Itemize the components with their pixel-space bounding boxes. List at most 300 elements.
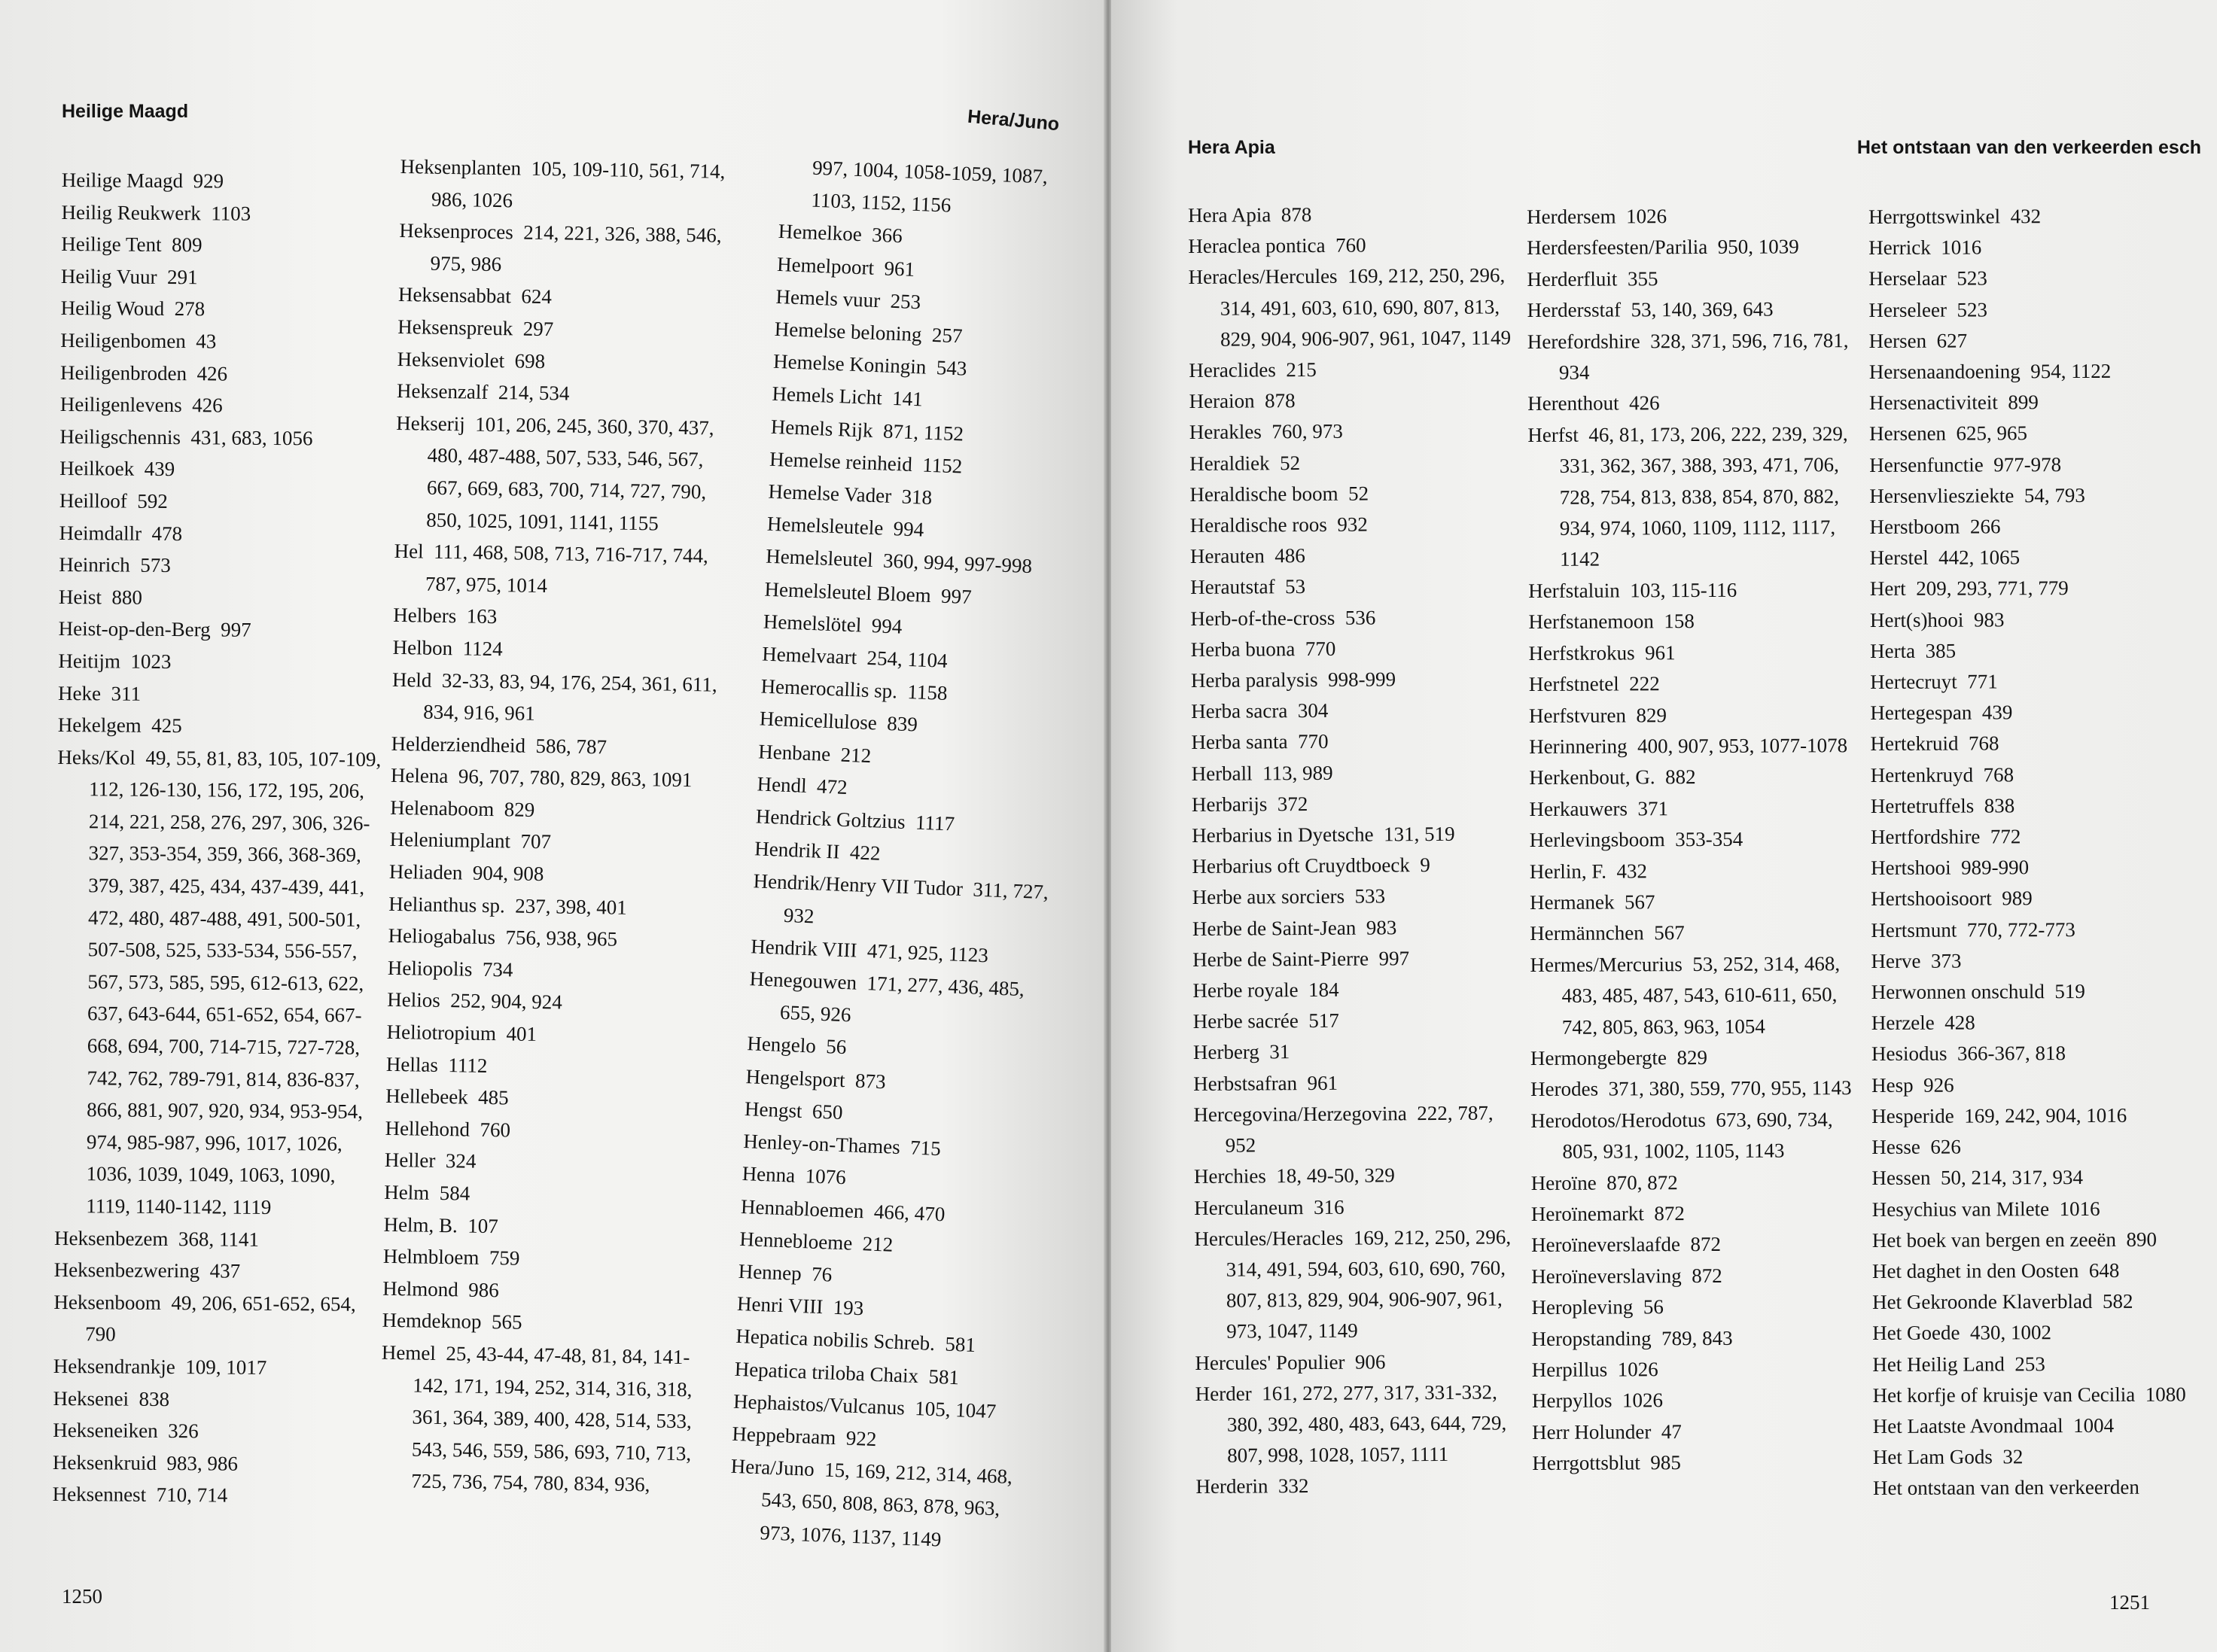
page-refs: 929: [193, 169, 224, 193]
index-entry: [1192, 850, 1523, 883]
index-term: Heksenzalf: [396, 379, 489, 404]
index-entry: [59, 485, 383, 519]
index-entry: [398, 214, 738, 284]
index-entry: [1192, 818, 1523, 851]
index-term: Heraldische roos: [1189, 513, 1327, 537]
page-refs: 961: [884, 256, 915, 281]
page-refs: 43: [196, 330, 217, 353]
index-entry: [1189, 260, 1521, 355]
index-term: Hemelvaart: [761, 642, 857, 669]
page-refs: 870, 872: [1606, 1170, 1678, 1194]
index-entry: [1870, 604, 2209, 636]
index-term: Hertegespan: [1870, 701, 1972, 725]
page-refs: 961: [1307, 1071, 1338, 1094]
index-entry: [1191, 663, 1522, 696]
index-entry: [53, 1350, 377, 1385]
index-entry: [54, 1222, 378, 1257]
index-entry: [1871, 914, 2209, 946]
page-refs: 107: [467, 1214, 499, 1237]
index-term: Heilloof: [59, 488, 127, 513]
index-term: Helianthus sp.: [388, 892, 505, 917]
index-entry: [387, 984, 726, 1021]
page-refs: 715: [909, 1136, 942, 1161]
page-refs: 878: [1281, 202, 1312, 227]
index-term: Heksenei: [53, 1386, 129, 1410]
index-term: Herbe de Saint-Pierre: [1192, 947, 1369, 971]
index-entry: [1528, 605, 1859, 637]
index-entry: [1192, 787, 1523, 820]
index-term: Hemels Licht: [772, 382, 883, 409]
page-refs: 673, 690, 734, 805, 931, 1002, 1105, 1143: [1562, 1108, 1833, 1163]
page-refs: 997: [1378, 947, 1410, 970]
page-refs: 1016: [2059, 1197, 2100, 1220]
index-entry: [388, 952, 727, 990]
index-entry: [1529, 668, 1860, 700]
index-term: Herfstnetel: [1528, 672, 1619, 696]
index-term: Hera Apia: [1188, 203, 1271, 227]
page-refs: 56: [1643, 1295, 1664, 1319]
index-entry: [1868, 263, 2207, 295]
index-entry: [61, 292, 385, 327]
page-refs: 1026: [1622, 1389, 1664, 1412]
index-entry: [60, 357, 384, 391]
index-entry: [1873, 1441, 2212, 1474]
index-term: Herfstaluin: [1528, 579, 1620, 602]
index-term: Hemelslötel: [763, 610, 862, 637]
index-term: Hemel: [381, 1340, 437, 1364]
index-term: Heliotropium: [386, 1020, 497, 1045]
page-refs: 983, 986: [166, 1451, 239, 1475]
page-refs: 113, 989: [1262, 761, 1333, 785]
page-refs: 212: [840, 743, 872, 767]
page-number: 1251: [2109, 1591, 2150, 1614]
index-entry: [1190, 540, 1521, 573]
index-term: Herba paralysis: [1190, 668, 1318, 692]
index-term: Hengelsport: [745, 1064, 846, 1091]
index-entry: [58, 709, 382, 744]
index-term: Herba santa: [1191, 730, 1288, 754]
page-refs: 954, 1122: [2030, 359, 2112, 383]
index-term: Het Lam Gods: [1872, 1445, 1993, 1469]
index-entry: [1527, 418, 1859, 576]
index-entry: [1872, 1286, 2211, 1319]
page-refs: 985: [1650, 1451, 1681, 1474]
page-refs: 586, 787: [535, 734, 608, 759]
index-entry: [383, 1240, 723, 1278]
index-entry: [1871, 1131, 2210, 1164]
page-refs: 432: [1616, 859, 1648, 883]
page-refs: 625, 965: [1956, 421, 2028, 446]
page-refs: 592: [137, 489, 168, 513]
index-term: Hercules' Populier: [1195, 1350, 1345, 1374]
index-term: Hert(s)hooi: [1869, 608, 1964, 631]
index-term: Het daghet in den Oosten: [1871, 1258, 2079, 1282]
index-entry: [53, 1478, 376, 1513]
index-entry: [53, 1383, 376, 1417]
index-term: Heiligschennis: [59, 424, 181, 449]
page-refs: 486: [1274, 544, 1305, 567]
index-term: Hemelsleutel: [765, 545, 874, 572]
page-refs: 770, 772-773: [1966, 917, 2075, 942]
index-term: Herderin: [1195, 1474, 1268, 1498]
index-entry: [1869, 418, 2208, 450]
page-refs: 53: [1285, 575, 1306, 598]
page-refs: 904, 908: [472, 861, 544, 886]
page-refs: 437: [209, 1259, 241, 1282]
index-entry: [1872, 1224, 2211, 1256]
page-refs: 873: [854, 1069, 887, 1093]
page-refs: 253: [2014, 1352, 2045, 1375]
index-term: Herwonnen onschuld: [1871, 980, 2045, 1004]
page-refs: 983: [1973, 608, 2005, 631]
index-entry: [1870, 634, 2209, 667]
index-term: Heilig Vuur: [60, 264, 157, 288]
index-entry: [1870, 665, 2209, 698]
index-entry: [1529, 699, 1860, 732]
index-entry: [1871, 1069, 2210, 1101]
page-refs: 431, 683, 1056: [190, 425, 313, 450]
index-entry: [61, 196, 385, 231]
index-term: Herodes: [1530, 1077, 1599, 1101]
page-refs: 756, 938, 965: [505, 926, 618, 951]
index-entry: [393, 599, 732, 637]
page-refs: 770: [1305, 637, 1336, 660]
index-entry: [53, 1447, 376, 1481]
page-refs: 426: [196, 361, 228, 385]
page-refs: 372: [1277, 792, 1308, 816]
index-entry: [384, 1176, 723, 1214]
page-refs: 922: [845, 1426, 877, 1451]
index-entry: [1871, 1162, 2210, 1194]
page-refs: 304: [1297, 699, 1329, 723]
page-refs: 626: [1930, 1135, 1961, 1158]
index-column: [728, 151, 1090, 1559]
index-entry: [1869, 510, 2208, 543]
index-entry: [1870, 697, 2209, 729]
index-term: Herefordshire: [1527, 329, 1640, 353]
page-refs: 584: [439, 1181, 471, 1205]
index-entry: [1527, 231, 1858, 263]
index-entry: [388, 888, 728, 926]
index-entry: [398, 278, 738, 316]
page-refs: 519: [2054, 980, 2085, 1003]
page-refs: 432: [2010, 205, 2042, 228]
page-refs: 326: [168, 1419, 199, 1443]
index-term: Hersenen: [1869, 422, 1947, 446]
page-refs: 169, 212, 250, 296, 314, 491, 603, 610, 690, 807, 813, 829, 904, 906-907, 961, 1047, 1149: [1220, 263, 1512, 351]
page-refs: 171, 277, 436, 485, 655, 926: [779, 972, 1025, 1027]
index-entry: [1871, 852, 2209, 884]
page-refs: 994: [871, 613, 903, 638]
index-term: Heksenbezwering: [53, 1258, 200, 1282]
index-term: Herstel: [1869, 546, 1929, 570]
page-refs: 193: [833, 1295, 864, 1320]
running-head-left: Hera Apia: [1188, 137, 1275, 158]
index-term: Herrgottsblut: [1532, 1451, 1640, 1475]
index-entry: [1532, 1416, 1863, 1448]
index-term: Herfst: [1527, 423, 1579, 446]
page-refs: 222: [1629, 672, 1660, 695]
index-term: Herbe de Saint-Jean: [1192, 916, 1357, 940]
page-refs: 1026: [1617, 1358, 1658, 1381]
page-refs: 439: [1981, 701, 2013, 724]
index-term: Hemels vuur: [775, 284, 881, 312]
index-term: Hertshooisoort: [1871, 887, 1992, 911]
index-entry: [1527, 325, 1859, 389]
index-entry: [1188, 198, 1519, 231]
index-term: Hessen: [1871, 1167, 1931, 1190]
page-refs: 1026: [1625, 205, 1667, 228]
index-term: Heraclides: [1189, 358, 1276, 382]
index-term: Heist-op-den-Berg: [58, 617, 211, 641]
index-entry: [1195, 1470, 1527, 1503]
page-refs: 50, 214, 317, 934: [1940, 1166, 2084, 1189]
index-entry: [59, 549, 382, 583]
index-term: Heksenplanten: [400, 154, 522, 180]
page-refs: 485: [477, 1085, 509, 1109]
index-term: Herauten: [1189, 544, 1265, 568]
index-term: Het Laatste Avondmaal: [1872, 1414, 2063, 1438]
index-term: Heksenbezem: [53, 1226, 169, 1250]
page-refs: 710, 714: [156, 1483, 228, 1507]
page-refs: 332: [1278, 1474, 1309, 1498]
index-term: Herbe royale: [1192, 978, 1299, 1002]
index-term: Hendrik/Henry VII Tudor: [753, 869, 964, 901]
page-refs: 926: [1923, 1073, 1954, 1097]
index-entry: [1531, 1260, 1862, 1292]
index-entry: [1190, 570, 1521, 604]
page-refs: 49, 206, 651-652, 654, 790: [85, 1291, 356, 1346]
index-entry: [59, 517, 382, 552]
page-refs: 316: [1314, 1195, 1345, 1218]
index-column: [53, 164, 385, 1513]
index-term: Het Gekroonde Klaverblad: [1872, 1290, 2093, 1314]
index-term: Herr Holunder: [1532, 1420, 1652, 1444]
index-term: Hemdeknop: [382, 1309, 482, 1334]
page-refs: 56: [825, 1035, 847, 1059]
index-entry: [61, 228, 385, 263]
page-refs: 131, 519: [1383, 822, 1455, 846]
index-term: Heraldiek: [1189, 451, 1270, 475]
page-refs: 105, 1047: [914, 1396, 997, 1422]
page-refs: 567: [1624, 890, 1655, 914]
index-entry: [1871, 789, 2209, 822]
index-term: Hennep: [738, 1259, 802, 1285]
index-entry: [1189, 446, 1521, 479]
index-entry: [388, 920, 727, 957]
index-entry: [1527, 263, 1858, 295]
index-term: Hermongebergte: [1530, 1046, 1667, 1069]
index-term: Hellehond: [385, 1116, 471, 1141]
index-entry: [58, 645, 382, 680]
index-entry: [397, 311, 737, 348]
index-entry: [1873, 1472, 2212, 1504]
index-term: Heksenspreuk: [397, 315, 513, 340]
index-term: Helm, B.: [383, 1212, 458, 1237]
page-refs: 789, 843: [1661, 1326, 1733, 1349]
page-refs: 214, 534: [498, 381, 570, 405]
index-term: Hemelkoe: [778, 220, 863, 246]
page-refs: 573: [140, 553, 171, 577]
page-refs: 400, 907, 953, 1077-1078: [1637, 734, 1848, 758]
index-term: Herodotos/Herodotus: [1530, 1108, 1706, 1132]
page-refs: 1158: [906, 680, 949, 705]
index-term: Herseleer: [1868, 298, 1947, 321]
index-term: Heilig Reukwerk: [61, 200, 201, 224]
index-entry: [1192, 756, 1523, 789]
index-entry: [1527, 388, 1859, 420]
page-refs: 111, 468, 508, 713, 716-717, 744, 787, 975, 1014: [425, 540, 709, 597]
page-refs: 366-367, 818: [1957, 1042, 2066, 1066]
index-term: Herberg: [1192, 1040, 1259, 1064]
page-refs: 838: [1984, 794, 2015, 817]
page-refs: 169, 212, 250, 296, 314, 491, 594, 603, 610, 690, 760, 807, 813, 829, 904, 906-907, 961, 973, 1047, 1149: [1226, 1225, 1512, 1343]
index-term: Heksendrankje: [53, 1354, 175, 1379]
page-refs: 989: [2002, 887, 2033, 910]
index-term: Herrick: [1868, 236, 1931, 260]
index-entry: [397, 343, 736, 381]
index-entry: [59, 421, 383, 455]
index-term: Heleniumplant: [389, 828, 511, 853]
page-refs: 466, 470: [873, 1200, 946, 1225]
index-term: Heksenboom: [53, 1290, 162, 1314]
index-term: Henri VIII: [736, 1291, 824, 1319]
index-entry: [391, 663, 731, 732]
index-term: Het Goede: [1872, 1321, 1960, 1345]
index-entry: [1531, 1167, 1862, 1199]
index-term: Herlevingsboom: [1529, 828, 1665, 852]
index-entry: [400, 151, 739, 220]
index-term: Herbe aux sorciers: [1192, 885, 1345, 909]
index-term: Het boek van bergen en zeeën: [1871, 1228, 2116, 1252]
page-refs: 882: [1664, 765, 1696, 789]
index-term: Helmbloem: [382, 1245, 480, 1270]
index-term: Herenthout: [1527, 391, 1619, 415]
index-entry: [1189, 477, 1521, 510]
page-refs: 872: [1690, 1233, 1722, 1256]
page-refs: 648: [2088, 1258, 2120, 1282]
index-term: Herfstanemoon: [1528, 610, 1654, 634]
index-term: Hermännchen: [1530, 921, 1644, 945]
index-term: Herbarijs: [1191, 793, 1268, 816]
page-refs: 32: [2002, 1445, 2024, 1468]
index-term: Het ontstaan van den verkeerden: [1872, 1476, 2139, 1500]
index-term: Heliaden: [388, 859, 463, 884]
index-term: Hendrik VIII: [750, 935, 858, 962]
index-term: Het korfje of kruisje van Cecilia: [1872, 1383, 2136, 1407]
index-term: Hertecruyt: [1870, 670, 1957, 694]
index-term: Heist: [58, 585, 102, 609]
index-entry: [1872, 1255, 2211, 1287]
index-term: Hemelsleutele: [766, 512, 884, 540]
page-refs: 983: [1366, 915, 1397, 939]
index-term: Heiligenlevens: [59, 393, 182, 417]
index-column: [1527, 200, 1863, 1480]
page-refs: 254, 1104: [866, 646, 949, 673]
index-term: Hesp: [1871, 1073, 1914, 1097]
page-refs: 353-354: [1675, 827, 1743, 851]
page-refs: 698: [514, 348, 546, 373]
index-entry: [59, 452, 383, 487]
page-refs: 536: [1345, 606, 1376, 629]
page-refs: 1117: [915, 811, 955, 835]
index-term: Heksenproces: [399, 219, 514, 244]
index-term: Herstboom: [1869, 515, 1960, 539]
index-entry: [389, 856, 729, 893]
page-refs: 624: [521, 284, 553, 309]
index-entry: [389, 823, 729, 861]
page-refs: 366: [871, 224, 903, 248]
page-refs: 872: [1654, 1202, 1685, 1225]
index-entry: [391, 728, 730, 765]
page-refs: 401: [506, 1022, 538, 1046]
index-entry: [1869, 387, 2208, 419]
page-refs: 906: [1354, 1349, 1386, 1374]
page-refs: 9: [1420, 853, 1430, 877]
index-term: Hercules/Heracles: [1194, 1226, 1344, 1250]
index-entry: [1193, 1097, 1524, 1161]
index-term: Hemicellulose: [759, 707, 878, 735]
page-refs: 209, 293, 771, 779: [1916, 577, 2069, 601]
index-entry: [1190, 508, 1521, 541]
index-term: Hersenvliesziekte: [1869, 484, 2014, 507]
index-entry: [1871, 1038, 2210, 1070]
index-entry: [390, 792, 729, 829]
index-term: Hertsmunt: [1871, 918, 1957, 942]
index-term: Heliopolis: [387, 956, 473, 981]
index-term: Herbarius in Dyetsche: [1192, 823, 1374, 847]
index-entry: [1530, 1042, 1862, 1074]
page-refs: 257: [931, 323, 963, 348]
page-refs: 567: [1654, 921, 1685, 945]
page-refs: 46, 81, 173, 206, 222, 239, 329, 331, 362, 367, 388, 393, 471, 706, 728, 754, 813, 838, 854, 870, 882, 934, 974, 1060, 1109, 1112, 1117, 1142: [1559, 421, 1848, 571]
index-term: Held: [391, 668, 432, 692]
index-entry: [379, 1337, 720, 1502]
index-term: Heimdallr: [59, 521, 142, 545]
index-term: Henley-on-Thames: [742, 1130, 901, 1159]
index-term: Herinnering: [1529, 735, 1628, 758]
index-entry: [382, 1273, 722, 1310]
index-entry: [751, 866, 1062, 942]
page-refs: 472: [816, 774, 848, 799]
index-entry: [394, 535, 733, 604]
index-entry: [383, 1208, 723, 1246]
page-refs: 839: [886, 712, 918, 736]
page-refs: 997: [221, 618, 251, 642]
index-entry: [779, 151, 1090, 227]
page-refs: 829: [504, 798, 535, 821]
index-entry: [1188, 230, 1519, 263]
index-term: Henegouwen: [749, 967, 857, 994]
page-refs: 872: [1692, 1264, 1722, 1287]
index-entry: [386, 1016, 726, 1054]
page-refs: 18, 49-50, 329: [1276, 1164, 1395, 1188]
page-refs: 373: [1930, 949, 1962, 972]
index-term: Heroïne: [1530, 1171, 1597, 1194]
index-term: Herder: [1195, 1382, 1252, 1405]
page-refs: 961: [1645, 640, 1676, 665]
index-entry: [1530, 886, 1861, 918]
index-term: Hertfordshire: [1870, 825, 1981, 849]
index-entry: [60, 388, 384, 423]
page-refs: 324: [445, 1149, 477, 1173]
index-entry: [1871, 759, 2209, 791]
page-refs: 997: [940, 584, 973, 608]
index-entry: [1872, 1317, 2211, 1349]
index-term: Herdersstaf: [1527, 298, 1622, 322]
index-term: Hepatica nobilis Schreb.: [735, 1325, 936, 1355]
page-refs: 266: [1969, 515, 2001, 538]
